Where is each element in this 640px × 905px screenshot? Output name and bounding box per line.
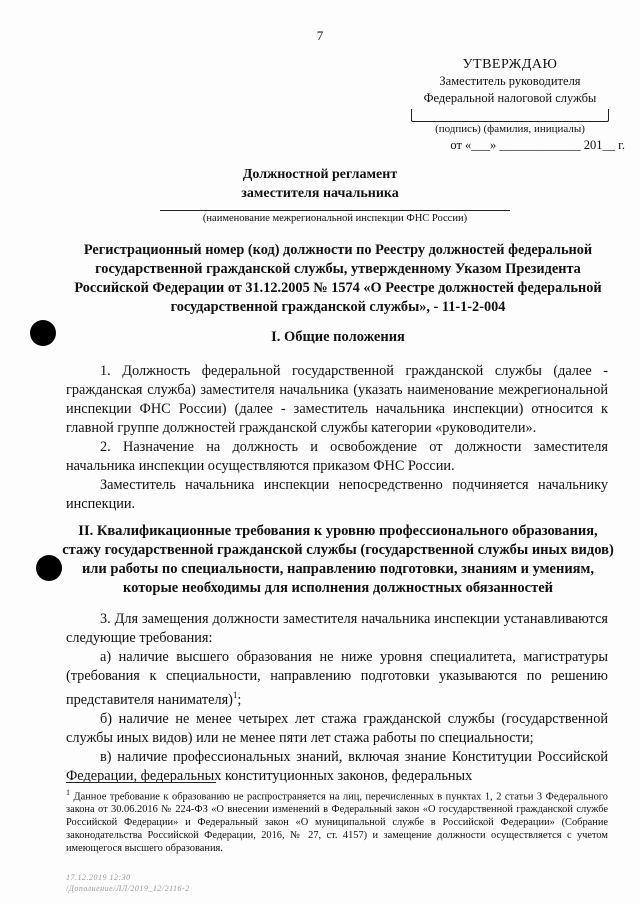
page-number: 7 bbox=[316, 28, 324, 43]
paragraph-3a-end: ; bbox=[237, 691, 242, 708]
footnote-text: Данное требование к образованию не распространяется на лиц, перечисленных в пунктах 1, 2 статьи 3 Федерального закона от 30.06.2016 № 224-ФЗ «О внесении изменений в Федеральный закон «О государственной гражданской службе Российской Федерации» и Федеральный закон «О муниципальной службе в Российской Федерации» (Собрание законодательства Российской Федерации, 2016, № 27, ст. 4157) и замещение должности осуществляется с учетом имеющегося высшего образования. bbox=[66, 791, 608, 854]
paragraph-1: 1. Должность федеральной государственной гражданской службы (далее - гражданская служба) заместителя начальника (указать наименование межрегиональной инспекции ФНС России) (далее - заместитель начальника инспекции) относится к главной группе должностей гражданской службы категории «руководители». bbox=[66, 363, 608, 436]
document-title bbox=[150, 165, 490, 203]
registration-number: Регистрационный номер (код) должности по Реестру должностей федеральной государственной гражданской службы, утвержденному Указом Президента Российской Федерации от 31.12.2005 № 1574 «О Реестре должностей федеральной государственной гражданской службы», - 11-1-2-004 bbox=[74, 242, 602, 315]
approval-position-line2: Федеральной налоговой службы bbox=[423, 91, 597, 105]
approval-date: от «___» _____________ 201__ г. bbox=[450, 138, 625, 152]
print-stamp-line1: 17.12.2019 12:30 bbox=[66, 873, 131, 882]
punch-hole-bottom bbox=[36, 555, 62, 581]
punch-hole-top bbox=[30, 320, 56, 346]
paragraph-2: 2. Назначение на должность и освобождение от должности заместителя начальника инспекции осуществляются приказом ФНС России. bbox=[66, 439, 608, 474]
footnote-ref: 1 bbox=[232, 690, 238, 700]
approval-position-line1: Заместитель руководителя bbox=[439, 74, 581, 88]
signature-bracket bbox=[411, 109, 609, 122]
approval-block bbox=[395, 56, 625, 154]
section1-body bbox=[66, 362, 608, 514]
print-stamp-line2: /Дополнение/ЛЛ/2019_12/2116-2 bbox=[66, 884, 190, 893]
footnote bbox=[66, 787, 608, 855]
document-title-line2: заместителя начальника bbox=[241, 186, 399, 201]
paragraph-3a bbox=[66, 648, 608, 710]
section2-body bbox=[66, 610, 608, 786]
paragraph-3c: в) наличие профессиональных знаний, включая знание Конституции Российской Федерации, федеральных конституционных законов, федеральных bbox=[66, 748, 608, 784]
paragraph-3b: б) наличие не менее четырех лет стажа гражданской службы (государственной службы иных видов) или не менее пяти лет стажа работы по специальности; bbox=[66, 710, 608, 746]
approval-title: УТВЕРЖДАЮ bbox=[462, 57, 558, 72]
section1-heading: I. Общие положения bbox=[271, 329, 405, 345]
footnote-mark: 1 bbox=[66, 788, 70, 797]
signature-caption: (подпись) (фамилия, инициалы) bbox=[435, 123, 585, 135]
paragraph-3a-text: а) наличие высшего образования не ниже уровня специалитета, магистратуры (требования к специальности, направлению подготовки указываются по решению представителя нанимателя) bbox=[66, 649, 608, 708]
inspection-caption: (наименование межрегиональной инспекции ФНС России) bbox=[202, 213, 468, 224]
document-title-line1: Должностной регламент bbox=[242, 167, 398, 182]
inspection-name-line bbox=[160, 210, 510, 211]
paragraph-3: 3. Для замещения должности заместителя начальника инспекции устанавливаются следующие требования: bbox=[66, 611, 608, 646]
footnote-separator bbox=[66, 782, 216, 783]
paragraph-2-subordination: Заместитель начальника инспекции непосредственно подчиняется начальнику инспекции. bbox=[66, 477, 608, 512]
section2-heading: II. Квалификационные требования к уровню профессионального образования, стажу государственной гражданской службы (государственной службы иных видов) или работы по специальности, направлению подготовки, знаниям и умениям, которые необходимы для исполнения должностных обязанностей bbox=[62, 523, 614, 596]
